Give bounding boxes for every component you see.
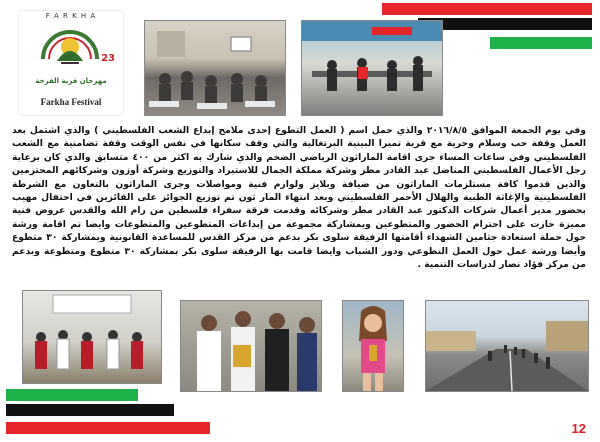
page-number: 12: [571, 421, 586, 436]
flag-stripe-red-bottom: [6, 422, 210, 434]
flag-stripe-red-top: [382, 3, 592, 15]
photo-award-ceremony: [180, 300, 322, 392]
logo-arabic-name: مهرجان قرية الفرخة: [35, 77, 107, 85]
photo-classroom-meeting: [144, 20, 286, 116]
photo-folk-dance: [22, 290, 162, 384]
logo-emblem-icon: [37, 19, 103, 71]
flag-stripe-black-bottom: [6, 404, 174, 416]
logo-top-text: F A R K H A: [45, 12, 97, 20]
photo-marathon-road: [425, 300, 589, 392]
farkha-festival-logo: [18, 10, 124, 116]
article-body: وفي يوم الجمعة الموافق ٢٠١٦/٨/٥ والذي حمل اسم ( العمل التطوع إحدى ملامح إبداع الشعب الفلسطيني ) والذي اشتمل بعد العمل وقفة حب وسلام وحرية مع قرية تميرا البينية البرتغالية والتي وقف سكانها في نفس الوقت وقفة تضامنية مع الشعب الفلسطيني وفي ساعات المساء جرى اقامة الماراثون الرياضي الضخم والذي شارك به اكثر من ٤٠٠ متسابق والذي كان برعاية رجل الأعمال الفلسطيني المناضل عبد القادر مطر وشركة مملكة الجمال للاستيراد والتوزيع وشركة أوزون وشركائهم المحترمين والذين قدموا كافة مستلزمات الماراثون من ضيافة وبلايز ولوازم فنية ومواصلات وجرى الماراثون بالتعاون مع الشرطة الفلسطينية والإغاثة الطبية والهلال الأحمر الفلسطيني وبعد انتهاء المار ثون تم توزيع الجوائز على الفائزين في احتفال مهيب بحضور مدير أعمال شركات الدكتور عبد القادر مطر وشركائه وقدمت فرقة سفراء فلسطين من رام الله والقدس عروض فنية مميزة حازت على احترام الحضور والمتطوعين وبمشاركة مجموعة من إبداعات المتطوعين والمتطوعات وايضا تم اقامة ورشة حول حملة استعادة جثامين الشهداء أقامتها الرفيقة سلوى بكر بدعم من مركز القدس للمساعدة القانونية وبمشاركة ٣٠ متطوع وأيضا ورشة عمل حول العمل التطوعي ودور الشباب وايضا قامت بها الرفيقة سلوى بكر بمشاركة ٣٠ متطوع ومتطوعة وبدعم من مركز فؤاد نصار لدراسات التنمية .: [12, 125, 587, 271]
logo-english-name: Farkha Festival: [40, 97, 102, 107]
logo-number: 23: [101, 53, 115, 64]
flag-stripe-green-top: [490, 37, 592, 49]
photo-hall-activity: [301, 20, 443, 116]
flag-stripe-black-top: [418, 18, 592, 30]
flag-stripe-green-bottom: [6, 389, 138, 401]
photo-girl-with-trophy: [342, 300, 404, 392]
